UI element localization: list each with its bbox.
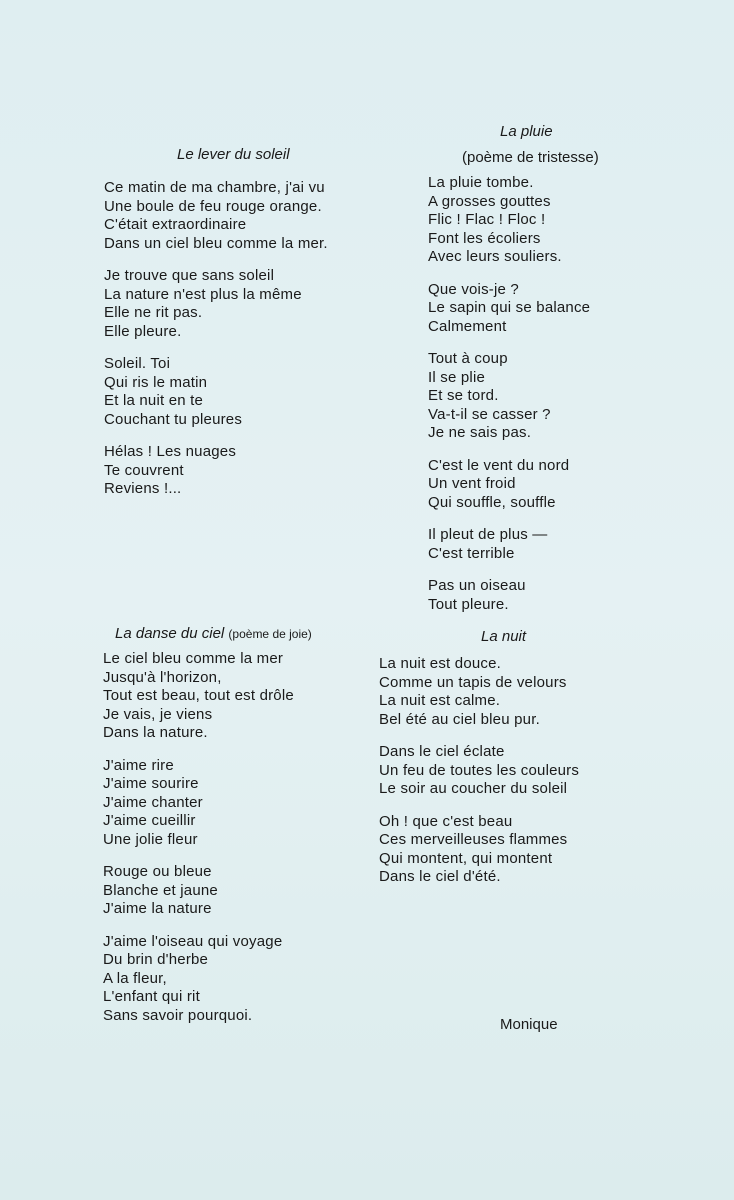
verse-line: Le ciel bleu comme la mer xyxy=(103,650,284,667)
verse-line: La nuit est calme. xyxy=(379,692,501,709)
verse-line: Calmement xyxy=(428,317,507,335)
verse-line: Dans la nature. xyxy=(103,724,208,741)
poem-subtitle: (poème de joie) xyxy=(228,627,312,641)
poem-subtitle: (poème de tristesse) xyxy=(462,149,599,166)
verse-line: Ce matin de ma chambre, j'ai vu xyxy=(104,179,325,196)
verse-line: Le soir au coucher du soleil xyxy=(379,780,568,797)
verse-line: Elle pleure. xyxy=(104,322,182,340)
verse-line: Pas un oiseau xyxy=(428,577,526,594)
verse-line: Soleil. Toi xyxy=(104,355,171,372)
stanza xyxy=(379,743,639,799)
stanza xyxy=(104,267,394,341)
verse-line: Un feu de toutes les couleurs xyxy=(379,761,580,779)
verse-line: J'aime rire xyxy=(103,756,174,774)
verse-line: C'est terrible xyxy=(428,544,515,562)
verse-line: Te couvrent xyxy=(104,461,184,479)
verse-line: Du brin d'herbe xyxy=(103,951,209,968)
verse-line: A la fleur, xyxy=(103,969,167,987)
stanza xyxy=(379,813,639,887)
verse-line: Le sapin qui se balance xyxy=(428,299,591,316)
verse-line: Je vais, je viens xyxy=(103,705,213,723)
poem-lever-du-soleil xyxy=(104,145,394,513)
verse-line: Avec leurs souliers. xyxy=(428,248,562,265)
verse-line: Il se plie xyxy=(428,368,486,386)
verse-line: Tout pleure. xyxy=(428,595,509,613)
verse-line: Comme un tapis de velours xyxy=(379,673,567,691)
verse-line: Un vent froid xyxy=(428,475,516,492)
stanza xyxy=(428,577,668,614)
verse-line: Et la nuit en te xyxy=(104,392,204,409)
verse-line: Flic ! Flac ! Floc ! xyxy=(428,211,546,228)
stanza xyxy=(103,757,363,850)
verse-line: Une boule de feu rouge orange. xyxy=(104,197,322,215)
verse-line: Sans savoir pourquoi. xyxy=(103,1006,253,1024)
poem-la-danse-du-ciel xyxy=(103,624,363,1039)
verse-line: Elle ne rit pas. xyxy=(104,304,203,321)
stanza xyxy=(428,526,668,563)
verse-line: C'était extraordinaire xyxy=(104,216,247,233)
verse-line: Qui ris le matin xyxy=(104,373,208,391)
verse-line: Rouge ou bleue xyxy=(103,863,212,880)
verse-line: Font les écoliers xyxy=(428,229,541,247)
verse-line: Une jolie fleur xyxy=(103,830,198,848)
verse-line: Dans un ciel bleu comme la mer. xyxy=(104,234,328,252)
verse-line: Que vois-je ? xyxy=(428,280,519,298)
stanza xyxy=(104,443,394,499)
verse-line: Ces merveilleuses flammes xyxy=(379,831,568,848)
poem-title: Le lever du soleil xyxy=(177,146,290,163)
verse-line: Je ne sais pas. xyxy=(428,424,532,441)
stanza xyxy=(428,281,668,337)
poem-title-row xyxy=(103,624,363,644)
verse-line: Blanche et jaune xyxy=(103,881,218,899)
verse-line: L'enfant qui rit xyxy=(103,988,200,1005)
verse-line: La nature n'est plus la même xyxy=(104,285,302,303)
verse-line: Qui souffle, souffle xyxy=(428,493,556,511)
poem-title: La danse du ciel xyxy=(115,625,225,642)
verse-line: Dans le ciel éclate xyxy=(379,743,505,760)
stanza xyxy=(428,457,668,513)
verse-line: Dans le ciel d'été. xyxy=(379,868,501,885)
verse-line: J'aime l'oiseau qui voyage xyxy=(103,932,283,950)
verse-line: J'aime chanter xyxy=(103,793,203,811)
verse-line: A grosses gouttes xyxy=(428,192,551,210)
verse-line: Qui montent, qui montent xyxy=(379,849,553,867)
verse-line: Jusqu'à l'horizon, xyxy=(103,668,222,686)
stanza xyxy=(104,179,394,253)
poem-title: La nuit xyxy=(481,628,527,645)
poem-title: La pluie xyxy=(500,123,553,140)
verse-line: La nuit est douce. xyxy=(379,655,502,672)
verse-line: C'est le vent du nord xyxy=(428,456,570,474)
verse-line: Hélas ! Les nuages xyxy=(104,443,237,460)
verse-line: Va-t-il se casser ? xyxy=(428,405,551,423)
verse-line: Reviens !... xyxy=(104,480,182,497)
verse-line: J'aime la nature xyxy=(103,900,212,917)
stanza xyxy=(379,655,639,729)
verse-line: Je trouve que sans soleil xyxy=(104,267,275,284)
poem-la-pluie xyxy=(428,122,668,628)
stanza xyxy=(103,650,363,743)
verse-line: La pluie tombe. xyxy=(428,174,534,191)
stanza xyxy=(103,863,363,919)
verse-line: Et se tord. xyxy=(428,387,499,404)
verse-line: Tout à coup xyxy=(428,350,508,367)
poem-la-nuit xyxy=(379,627,639,901)
stanza xyxy=(428,174,668,267)
verse-line: Oh ! que c'est beau xyxy=(379,812,513,830)
verse-line: Il pleut de plus — xyxy=(428,526,548,543)
stanza xyxy=(104,355,394,429)
stanza xyxy=(428,350,668,443)
verse-line: Tout est beau, tout est drôle xyxy=(103,687,294,704)
verse-line: J'aime sourire xyxy=(103,775,199,792)
stanza xyxy=(103,933,363,1026)
verse-line: Bel été au ciel bleu pur. xyxy=(379,710,540,728)
author-signature: Monique xyxy=(500,1016,558,1033)
verse-line: J'aime cueillir xyxy=(103,812,196,829)
verse-line: Couchant tu pleures xyxy=(104,410,243,428)
